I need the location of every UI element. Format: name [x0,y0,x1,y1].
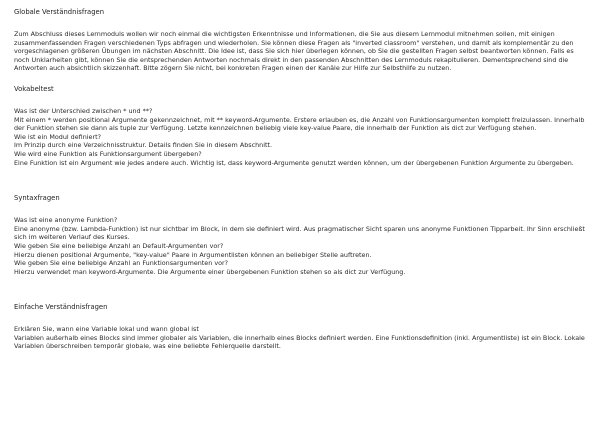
question: Wie wird eine Funktion als Funktionsargument übergeben? [14,149,202,158]
answer: Variablen außerhalb eines Blocks sind immer globaler als Variablen, die innerhalb eines Blocks definiert werden. Eine Funktionsdefinition (inkl. Argumentliste) ist ein Block. Lokale Variablen überschreiben temporär globale, was eine beliebte Fehlerquelle darstellt. [14,333,585,351]
intro-paragraph: Zum Abschluss dieses Lernmoduls wollen wir noch einmal die wichtigsten Erkenntnisse und Informationen, die Sie aus diesem Lernmodul mitnehmen sollen, mit einigen zusammenfassenden Fragen verschiedenen Typs abfragen und wiederholen. Sie können diese Fragen als "inverted classroom" verstehen, und damit als komplementär zu den vorgeschlagenen größeren Übungen im nächsten Abschnitt. Die Idee ist, dass Sie sich hier überlegen können, ob Sie die gestellten Fragen selbst beantworten können. Falls es noch Unklarheiten gibt, können Sie die entsprechenden Antworten nochmals direkt in den passenden Abschnitten des Lernmoduls rekapitulieren. Dementsprechend sind die Antworten auch absichtlich skizzenhaft. Bitte zögern Sie nicht, bei konkreten Fragen einen der Kanäle zur Hilfe zur Selbsthilfe zu nutzen. [14,30,574,73]
answer: Hierzu dienen positional Argumente, "key-value" Paare in Argumentlisten können an beliebiger Stelle auftreten. [14,250,372,259]
section-heading-einfache-verstaendnisfragen: Einfache Verständnisfragen [14,303,108,312]
answer: Eine Funktion ist ein Argument wie jedes andere auch. Wichtig ist, dass keyword-Argumente genutzt werden können, um der übergebenen Funktion Argumente zu übergeben. [14,158,574,167]
question: Was ist eine anonyme Funktion? [14,216,118,225]
section-syntaxfragen [14,216,586,276]
question: Wie geben Sie eine beliebige Anzahl an Default-Argumenten vor? [14,241,224,250]
answer: Mit einem * werden positional Argumente gekennzeichnet, mit ** keyword-Argumente. Erstere erlauben es, die Anzahl von Funktionsargumenten komplett freizulassen. Innerhalb der Funktion stehen sie dann als tuple zur Verfügung. Letzte kennzeichnen beliebig viele key-value Paare, die innerhalb der Funktion als dict zur Verfügung stehen. [14,115,585,133]
question: Was ist der Unterschied zwischen * und **? [14,106,153,115]
answer: Eine anonyme (bzw. Lambda-Funktion) ist nur sichtbar im Block, in dem sie definiert wird. Aus pragmatischer Sicht sparen uns anonyme Funktionen Tipparbeit. Ihr Sinn erschließt sich im weiteren Verlauf des Kurses. [14,224,585,242]
question: Erklären Sie, wann eine Variable lokal und wann global ist [14,325,199,334]
section-einfache-verstaendnisfragen [14,325,586,351]
answer: Im Prinzip durch eine Verzeichnisstruktur. Details finden Sie in diesem Abschnitt. [14,141,273,150]
answer: Hierzu verwendet man keyword-Argumente. Die Argumente einer übergebenen Funktion stehen so als dict zur Verfügung. [14,267,406,276]
page-title: Globale Verständnisfragen [14,8,105,16]
section-vokabeltest [14,107,586,167]
section-heading-vokabeltest: Vokabeltest [14,84,54,93]
question: Wie ist ein Modul definiert? [14,132,101,141]
question: Wie geben Sie eine beliebige Anzahl an Funktionsargumenten vor? [14,259,229,268]
section-heading-syntaxfragen: Syntaxfragen [14,194,60,203]
